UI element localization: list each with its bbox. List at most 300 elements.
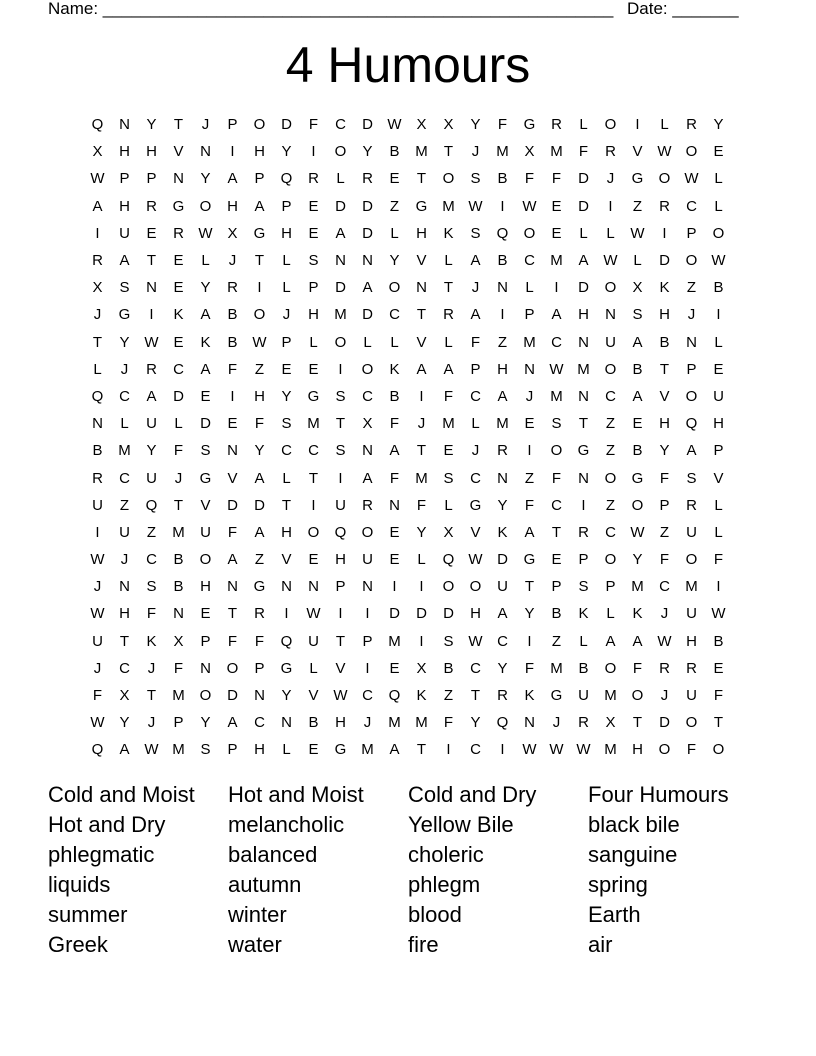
grid-letter: P [605,578,616,596]
grid-letter: M [415,714,428,732]
grid-letter: A [551,306,562,324]
grid-letter: T [443,143,454,161]
grid-letter: M [388,714,401,732]
grid-letter: R [443,306,454,324]
grid-letter: H [119,197,130,215]
grid-letter: D [362,116,373,134]
grid-letter: S [443,632,454,650]
grid-letter: J [147,714,156,732]
grid-letter: R [254,605,265,623]
grid-letter: C [119,469,130,487]
grid-letter: S [578,578,589,596]
grid-letter: J [93,306,102,324]
grid-letter: E [200,605,211,623]
grid-letter: H [497,360,508,378]
grid-letter: H [335,551,346,569]
grid-letter: L [714,197,723,215]
grid-letter: L [660,116,669,134]
grid-letter: H [227,197,238,215]
grid-letter: Y [281,687,292,705]
grid-letter: D [578,279,589,297]
grid-letter: K [578,605,589,623]
grid-letter: R [146,197,157,215]
grid-letter: A [362,469,373,487]
grid-letter: H [686,632,697,650]
grid-row [84,709,732,736]
grid-letter: L [282,741,291,759]
grid-letter: R [659,659,670,677]
grid-letter: O [604,360,617,378]
grid-letter: X [443,116,454,134]
grid-letter: Z [605,442,616,460]
grid-letter: A [497,605,508,623]
grid-letter: F [524,496,535,514]
grid-letter: M [415,469,428,487]
grid-letter: W [711,605,726,623]
grid-letter: T [335,632,346,650]
grid-letter: C [254,714,265,732]
grid-letter: G [631,170,644,188]
grid-letter: Y [200,714,211,732]
grid-letter: O [712,741,725,759]
grid-letter: V [335,659,346,677]
grid-letter: X [605,714,616,732]
grid-letter: O [334,333,347,351]
grid-letter: Y [146,116,157,134]
grid-letter: A [254,469,265,487]
grid-letter: E [308,360,319,378]
grid-letter: O [442,170,455,188]
grid-letter: I [500,306,505,324]
grid-letter: J [120,360,129,378]
grid-letter: F [227,360,238,378]
grid-letter: Z [605,496,616,514]
grid-letter: Y [200,170,211,188]
grid-letter: Q [91,116,104,134]
grid-letter: D [335,197,346,215]
grid-letter: G [253,578,266,596]
grid-letter: J [471,442,480,460]
grid-letter: N [524,360,535,378]
grid-letter: F [551,469,562,487]
grid-letter: A [389,442,400,460]
grid-letter: N [524,714,535,732]
grid-letter: K [659,279,670,297]
grid-letter: I [392,578,397,596]
grid-letter: U [362,551,373,569]
grid-letter: P [254,170,265,188]
grid-letter: H [470,605,481,623]
grid-letter: O [658,741,671,759]
grid-letter: E [200,387,211,405]
grid-letter: T [335,415,346,433]
grid-letter: K [200,333,211,351]
grid-letter: H [254,741,265,759]
grid-letter: P [308,279,319,297]
grid-letter: G [118,306,131,324]
grid-letter: J [363,714,372,732]
grid-letter: N [119,116,130,134]
grid-letter: J [687,306,696,324]
grid-row [84,111,732,138]
grid-letter: S [551,415,562,433]
grid-letter: X [416,659,427,677]
grid-row [84,655,732,682]
grid-letter: W [468,197,483,215]
grid-letter: F [686,741,697,759]
grid-letter: R [227,279,238,297]
grid-letter: O [631,687,644,705]
grid-letter: O [604,116,617,134]
grid-letter: I [338,605,343,623]
grid-letter: Q [496,224,509,242]
grid-letter: N [362,442,373,460]
grid-letter: A [443,360,454,378]
grid-letter: S [200,442,211,460]
word-bank-item: autumn [228,872,302,897]
grid-letter: A [254,523,265,541]
grid-row [84,628,732,655]
grid-letter: I [365,605,370,623]
grid-letter: Y [119,333,130,351]
grid-letter: L [390,224,399,242]
grid-letter: A [200,306,211,324]
grid-letter: E [551,551,562,569]
grid-letter: O [604,659,617,677]
grid-letter: M [550,387,563,405]
grid-letter: U [146,469,157,487]
grid-letter: P [281,197,292,215]
grid-letter: E [389,523,400,541]
grid-letter: W [468,551,483,569]
grid-letter: G [631,469,644,487]
grid-letter: F [227,632,238,650]
grid-letter: O [685,551,698,569]
grid-letter: G [172,197,185,215]
grid-letter: F [524,659,535,677]
grid-letter: N [362,578,373,596]
word-bank-item: phlegmatic [48,842,155,867]
grid-letter: G [577,442,590,460]
grid-letter: H [281,224,292,242]
grid-letter: D [362,224,373,242]
grid-letter: F [578,143,589,161]
grid-letter: S [335,387,346,405]
grid-letter: H [254,387,265,405]
grid-letter: L [606,605,615,623]
grid-letter: N [578,333,589,351]
grid-letter: E [173,252,184,270]
grid-letter: O [226,659,239,677]
grid-row [84,464,732,491]
grid-letter: A [497,387,508,405]
grid-letter: K [173,306,184,324]
grid-letter: L [282,279,291,297]
grid-letter: P [470,360,481,378]
grid-letter: I [608,197,613,215]
grid-letter: T [659,360,670,378]
grid-letter: P [281,333,292,351]
grid-letter: P [173,714,184,732]
grid-letter: I [365,659,370,677]
grid-letter: T [173,496,184,514]
grid-letter: F [659,551,670,569]
grid-letter: L [714,170,723,188]
grid-letter: N [92,415,103,433]
grid-row [84,519,732,546]
grid-letter: Z [605,415,616,433]
grid-letter: U [686,687,697,705]
grid-letter: M [577,360,590,378]
grid-letter: K [389,360,400,378]
grid-letter: F [173,659,184,677]
grid-letter: H [632,741,643,759]
grid-letter: I [95,224,100,242]
grid-letter: Y [362,143,373,161]
grid-letter: D [362,197,373,215]
grid-letter: O [361,523,374,541]
page-title: 4 Humours [285,37,531,93]
grid-letter: F [713,551,724,569]
grid-letter: O [253,306,266,324]
grid-letter: G [550,687,563,705]
grid-letter: A [524,523,535,541]
grid-letter: A [686,442,697,460]
grid-letter: N [227,442,238,460]
grid-letter: X [524,143,535,161]
grid-letter: V [713,469,724,487]
grid-row [84,383,732,410]
grid-letter: M [604,741,617,759]
grid-letter: R [686,496,697,514]
grid-letter: M [172,523,185,541]
grid-letter: Y [659,442,670,460]
grid-letter: J [525,387,534,405]
grid-letter: N [173,170,184,188]
grid-letter: C [605,387,616,405]
grid-letter: P [551,578,562,596]
grid-letter: M [388,632,401,650]
grid-letter: F [146,605,157,623]
grid-letter: M [550,143,563,161]
grid-letter: O [523,224,536,242]
grid-letter: L [525,279,534,297]
grid-letter: U [92,632,103,650]
grid-letter: K [632,605,643,623]
grid-letter: T [119,632,130,650]
grid-letter: R [92,252,103,270]
grid-letter: O [550,442,563,460]
grid-letter: N [605,306,616,324]
grid-row [84,437,732,464]
grid-letter: O [469,578,482,596]
grid-letter: L [579,116,588,134]
grid-letter: M [523,333,536,351]
grid-letter: W [387,116,402,134]
grid-letter: W [549,741,564,759]
grid-letter: T [416,741,427,759]
grid-letter: J [417,415,426,433]
grid-letter: P [119,170,130,188]
grid-letter: V [308,687,319,705]
grid-letter: C [686,197,697,215]
grid-letter: G [523,551,536,569]
grid-letter: W [90,551,105,569]
grid-letter: B [659,333,670,351]
grid-letter: T [416,170,427,188]
grid-letter: S [470,170,481,188]
date-field-label: Date: _______ [627,0,739,18]
word-bank-item: Greek [48,932,108,957]
word-bank-item: water [228,932,282,957]
grid-letter: C [470,469,481,487]
grid-letter: F [227,523,238,541]
grid-letter: L [444,333,453,351]
grid-letter: A [227,170,238,188]
grid-letter: M [361,741,374,759]
grid-letter: G [415,197,428,215]
grid-letter: Z [497,333,508,351]
grid-letter: X [119,687,130,705]
grid-letter: W [657,143,672,161]
grid-letter: U [308,632,319,650]
grid-letter: H [254,143,265,161]
grid-letter: M [550,659,563,677]
grid-letter: Q [334,523,347,541]
grid-letter: F [92,687,103,705]
grid-letter: F [173,442,184,460]
grid-letter: H [659,415,670,433]
grid-letter: N [227,578,238,596]
grid-letter: N [389,496,400,514]
grid-letter: I [500,197,505,215]
grid-letter: S [443,469,454,487]
grid-row [84,301,732,328]
grid-letter: Z [443,687,454,705]
grid-letter: S [308,252,319,270]
grid-letter: Z [686,279,697,297]
grid-letter: P [335,578,346,596]
grid-letter: J [93,659,102,677]
grid-letter: Y [713,116,724,134]
grid-letter: B [713,632,724,650]
grid-letter: H [578,306,589,324]
grid-letter: V [416,252,427,270]
word-bank-item: choleric [408,842,484,867]
grid-letter: L [714,333,723,351]
grid-letter: E [551,197,562,215]
grid-letter: E [389,551,400,569]
grid-letter: W [306,605,321,623]
grid-letter: C [659,578,670,596]
grid-letter: P [200,632,211,650]
grid-letter: V [227,469,238,487]
grid-letter: H [119,143,130,161]
grid-letter: R [551,116,562,134]
grid-letter: I [554,279,559,297]
grid-letter: F [659,469,670,487]
grid-letter: K [416,687,427,705]
grid-letter: Y [200,279,211,297]
grid-letter: N [254,687,265,705]
grid-letter: Z [659,523,670,541]
grid-letter: R [362,496,373,514]
grid-letter: B [389,387,400,405]
grid-letter: A [254,197,265,215]
grid-letter: R [362,170,373,188]
grid-letter: T [470,687,481,705]
grid-letter: S [686,469,697,487]
word-bank-item: black bile [588,812,680,837]
grid-letter: T [632,714,643,732]
grid-letter: Y [470,714,481,732]
grid-letter: D [254,496,265,514]
grid-letter: H [416,224,427,242]
grid-letter: A [227,551,238,569]
grid-letter: B [308,714,319,732]
grid-letter: E [308,551,319,569]
word-bank-item: winter [228,902,287,927]
grid-letter: L [417,551,426,569]
grid-letter: C [551,496,562,514]
word-bank-item: air [588,932,613,957]
grid-letter: T [551,523,562,541]
grid-letter: Z [146,523,157,541]
grid-letter: W [198,224,213,242]
grid-letter: M [550,252,563,270]
grid-letter: O [334,143,347,161]
grid-letter: D [227,687,238,705]
grid-row [84,682,732,709]
grid-letter: G [280,659,293,677]
grid-letter: U [119,224,130,242]
grid-letter: N [200,659,211,677]
grid-letter: G [253,224,266,242]
grid-letter: E [173,333,184,351]
grid-letter: S [470,224,481,242]
grid-letter: E [713,659,724,677]
grid-letter: X [173,632,184,650]
grid-letter: E [281,360,292,378]
grid-letter: I [311,143,316,161]
grid-letter: Q [280,632,293,650]
grid-letter: F [308,116,319,134]
grid-letter: L [714,496,723,514]
grid-letter: I [338,469,343,487]
grid-letter: H [200,578,211,596]
grid-letter: B [227,306,238,324]
grid-letter: F [632,659,643,677]
grid-letter: N [281,578,292,596]
grid-letter: Z [254,360,265,378]
grid-letter: C [308,442,319,460]
grid-letter: A [119,741,130,759]
grid-letter: D [443,605,454,623]
grid-letter: C [362,687,373,705]
grid-letter: L [363,333,372,351]
grid-letter: F [389,469,400,487]
grid-letter: M [496,415,509,433]
word-bank-item: Earth [588,902,641,927]
grid-letter: Y [389,252,400,270]
grid-letter: H [119,605,130,623]
grid-letter: K [497,523,508,541]
word-bank-item: Yellow Bile [408,812,514,837]
grid-letter: T [281,496,292,514]
grid-row [84,410,732,437]
grid-letter: P [146,170,157,188]
grid-letter: X [92,143,103,161]
